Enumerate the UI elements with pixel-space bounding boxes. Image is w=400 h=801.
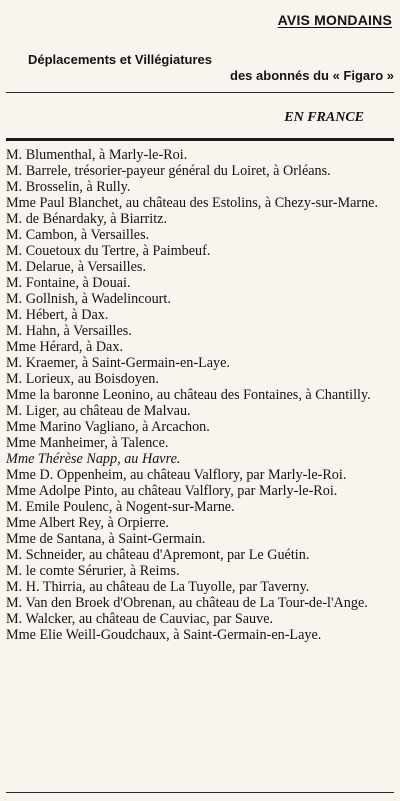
list-item: Mme Marino Vagliano, à Arcachon. bbox=[6, 419, 210, 435]
list-item: M. Emile Poulenc, à Nogent-sur-Marne. bbox=[6, 499, 235, 515]
list-item: Mme Paul Blanchet, au château des Estolins, à Chezy-sur-Marne. bbox=[6, 195, 379, 211]
list-item: Mme de Santana, à Saint-Germain. bbox=[6, 531, 206, 547]
list-item: M. Lorieux, au Boisdoyen. bbox=[6, 371, 159, 387]
list-item: Mme Manheimer, à Talence. bbox=[6, 435, 169, 451]
list-item: M. Gollnish, à Wadelincourt. bbox=[6, 291, 171, 307]
section-heading: EN FRANCE bbox=[284, 110, 364, 125]
list-item: M. Hahn, à Versailles. bbox=[6, 323, 132, 339]
list-item: Mme Adolpe Pinto, au château Valflory, par Marly-le-Roi. bbox=[6, 483, 338, 499]
list-item: Mme Albert Rey, à Orpierre. bbox=[6, 515, 169, 531]
list-item: M. Barrele, trésorier-payeur général du Loiret, à Orléans. bbox=[6, 163, 331, 179]
list-item: M. Hébert, à Dax. bbox=[6, 307, 109, 323]
list-item: Mme Elie Weill-Goudchaux, à Saint-Germain-en-Laye. bbox=[6, 627, 322, 643]
list-item: M. Van den Broek d'Obrenan, au château de La Tour-de-l'Ange. bbox=[6, 595, 368, 611]
list-item: Mme Hérard, à Dax. bbox=[6, 339, 123, 355]
list-item: M. Cambon, à Versailles. bbox=[6, 227, 150, 243]
thick-divider-rule bbox=[6, 138, 394, 141]
divider-rule bbox=[6, 92, 394, 93]
list-item: M. Delarue, à Versailles. bbox=[6, 259, 146, 275]
list-item: Mme la baronne Leonino, au château des Fontaines, à Chantilly. bbox=[6, 387, 371, 403]
list-item: M. de Bénardaky, à Biarritz. bbox=[6, 211, 167, 227]
column-subtitle-line1: Déplacements et Villégiatures bbox=[28, 52, 213, 67]
list-item: M. Couetoux du Tertre, à Paimbeuf. bbox=[6, 243, 211, 259]
column-subtitle-line2: des abonnés du « Figaro » bbox=[230, 68, 394, 83]
list-item: M. Walcker, au château de Cauviac, par Sauve. bbox=[6, 611, 274, 627]
list-item: M. Kraemer, à Saint-Germain-en-Laye. bbox=[6, 355, 230, 371]
entries-list bbox=[6, 147, 394, 643]
list-item: M. Fontaine, à Douai. bbox=[6, 275, 131, 291]
list-item: M. Blumenthal, à Marly-le-Roi. bbox=[6, 147, 188, 163]
list-item: M. Brosselin, à Rully. bbox=[6, 179, 131, 195]
list-item: Mme D. Oppenheim, au château Valflory, par Marly-le-Roi. bbox=[6, 467, 347, 483]
list-item: M. Liger, au château de Malvau. bbox=[6, 403, 191, 419]
list-item: M. Schneider, au château d'Apremont, par Le Guétin. bbox=[6, 547, 310, 563]
list-item: M. le comte Sérurier, à Reims. bbox=[6, 563, 180, 579]
bottom-divider-rule bbox=[6, 792, 394, 793]
list-item: Mme Thérèse Napp, au Havre. bbox=[6, 451, 181, 467]
list-item: M. H. Thirria, au château de La Tuyolle, par Taverny. bbox=[6, 579, 310, 595]
column-heading: AVIS MONDAINS bbox=[277, 12, 392, 28]
